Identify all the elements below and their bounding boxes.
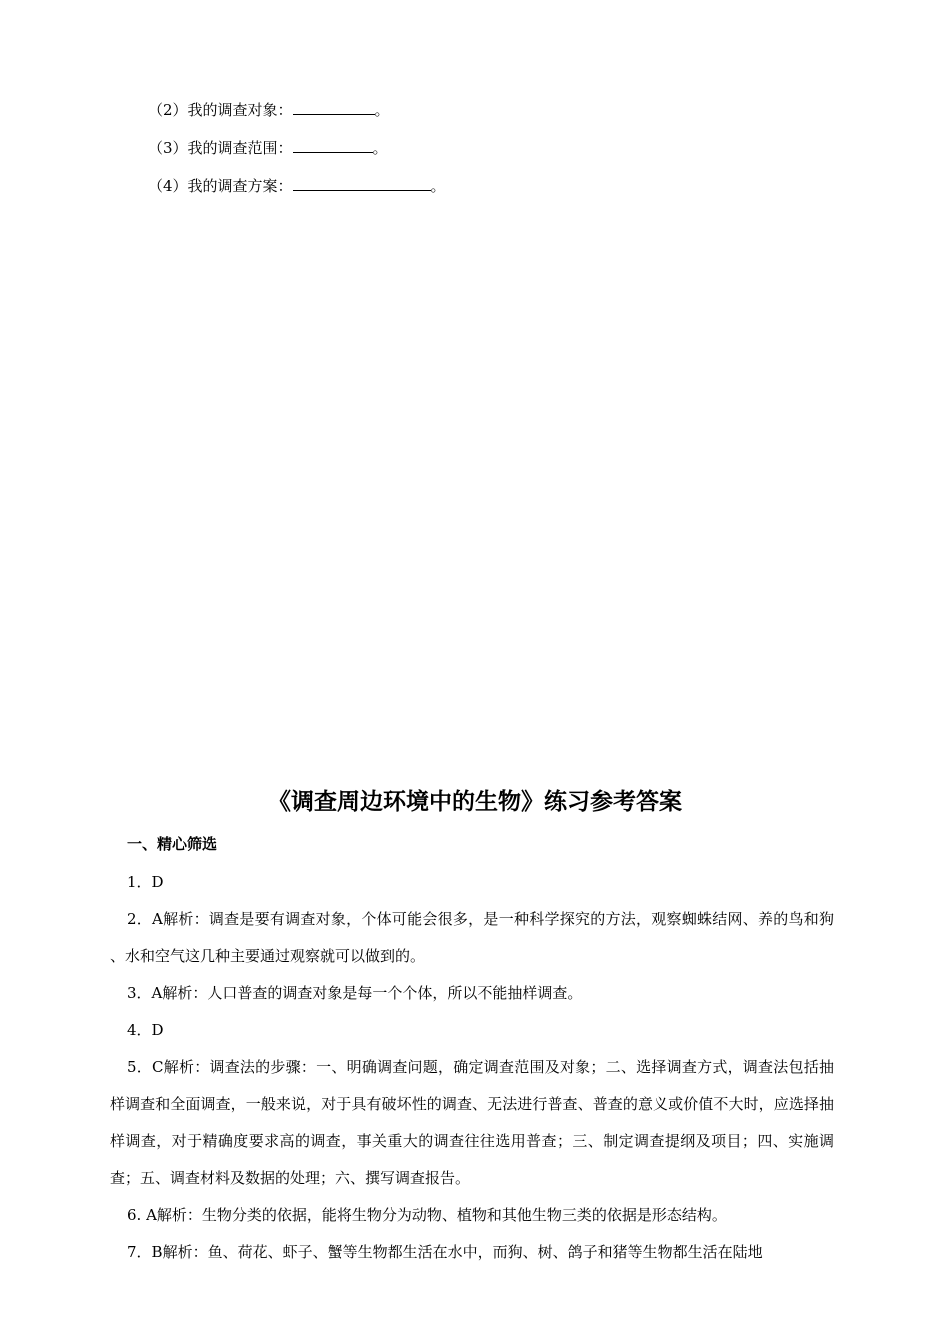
answer-item-4: 4．D — [127, 1021, 164, 1039]
answer-item-7: 7．B解析：鱼、荷花、虾子、蟹等生物都生活在水中，而狗、树、鸽子和猪等生物都生活在陆地 — [127, 1243, 763, 1261]
question-4-line — [148, 174, 446, 197]
question-3-suffix: 。 — [372, 139, 388, 157]
question-4-suffix: 。 — [430, 177, 446, 195]
question-2-suffix: 。 — [374, 101, 390, 119]
question-4-label: （4）我的调查方案： — [148, 177, 293, 195]
section-heading: 一、精心筛选 — [127, 835, 218, 853]
answer-item-2: 2．A解析：调查是要有调查对象，个体可能会很多，是一种科学探究的方法，观察蜘蛛结网、养的鸟和狗 、水和空气这几种主要通过观察就可以做到的。 — [110, 910, 834, 965]
question-2-blank[interactable] — [293, 98, 375, 115]
question-3-blank[interactable] — [293, 136, 373, 153]
question-3-line — [148, 136, 388, 159]
answer-key-title: 《调查周边环境中的生物》练习参考答案 — [268, 789, 682, 815]
answer-item-3: 3．A解析：人口普查的调查对象是每一个个体，所以不能抽样调查。 — [127, 984, 583, 1002]
question-4-blank[interactable] — [293, 174, 431, 191]
question-2-label: （2）我的调查对象： — [148, 101, 293, 119]
answer-item-6: 6. A解析：生物分类的依据，能将生物分为动物、植物和其他生物三类的依据是形态结构。 — [127, 1206, 727, 1224]
question-2-line — [148, 98, 390, 121]
question-3-label: （3）我的调查范围： — [148, 139, 293, 157]
answer-item-5: 5．C解析：调查法的步骤：一、明确调查问题，确定调查范围及对象；二、选择调查方式，调查法包括抽样调查和全面调查，一般来说，对于具有破坏性的调查、无法进行普查、普查的意义或价值不大时，应选择抽样调查，对于精确度要求高的调查，事关重大的调查往往选用普查；三、制定调查提纲及项目；四、实施调查；五、调查材料及数据的处理；六、撰写调查报告。 — [110, 1058, 834, 1187]
answer-item-1: 1．D — [127, 873, 164, 891]
